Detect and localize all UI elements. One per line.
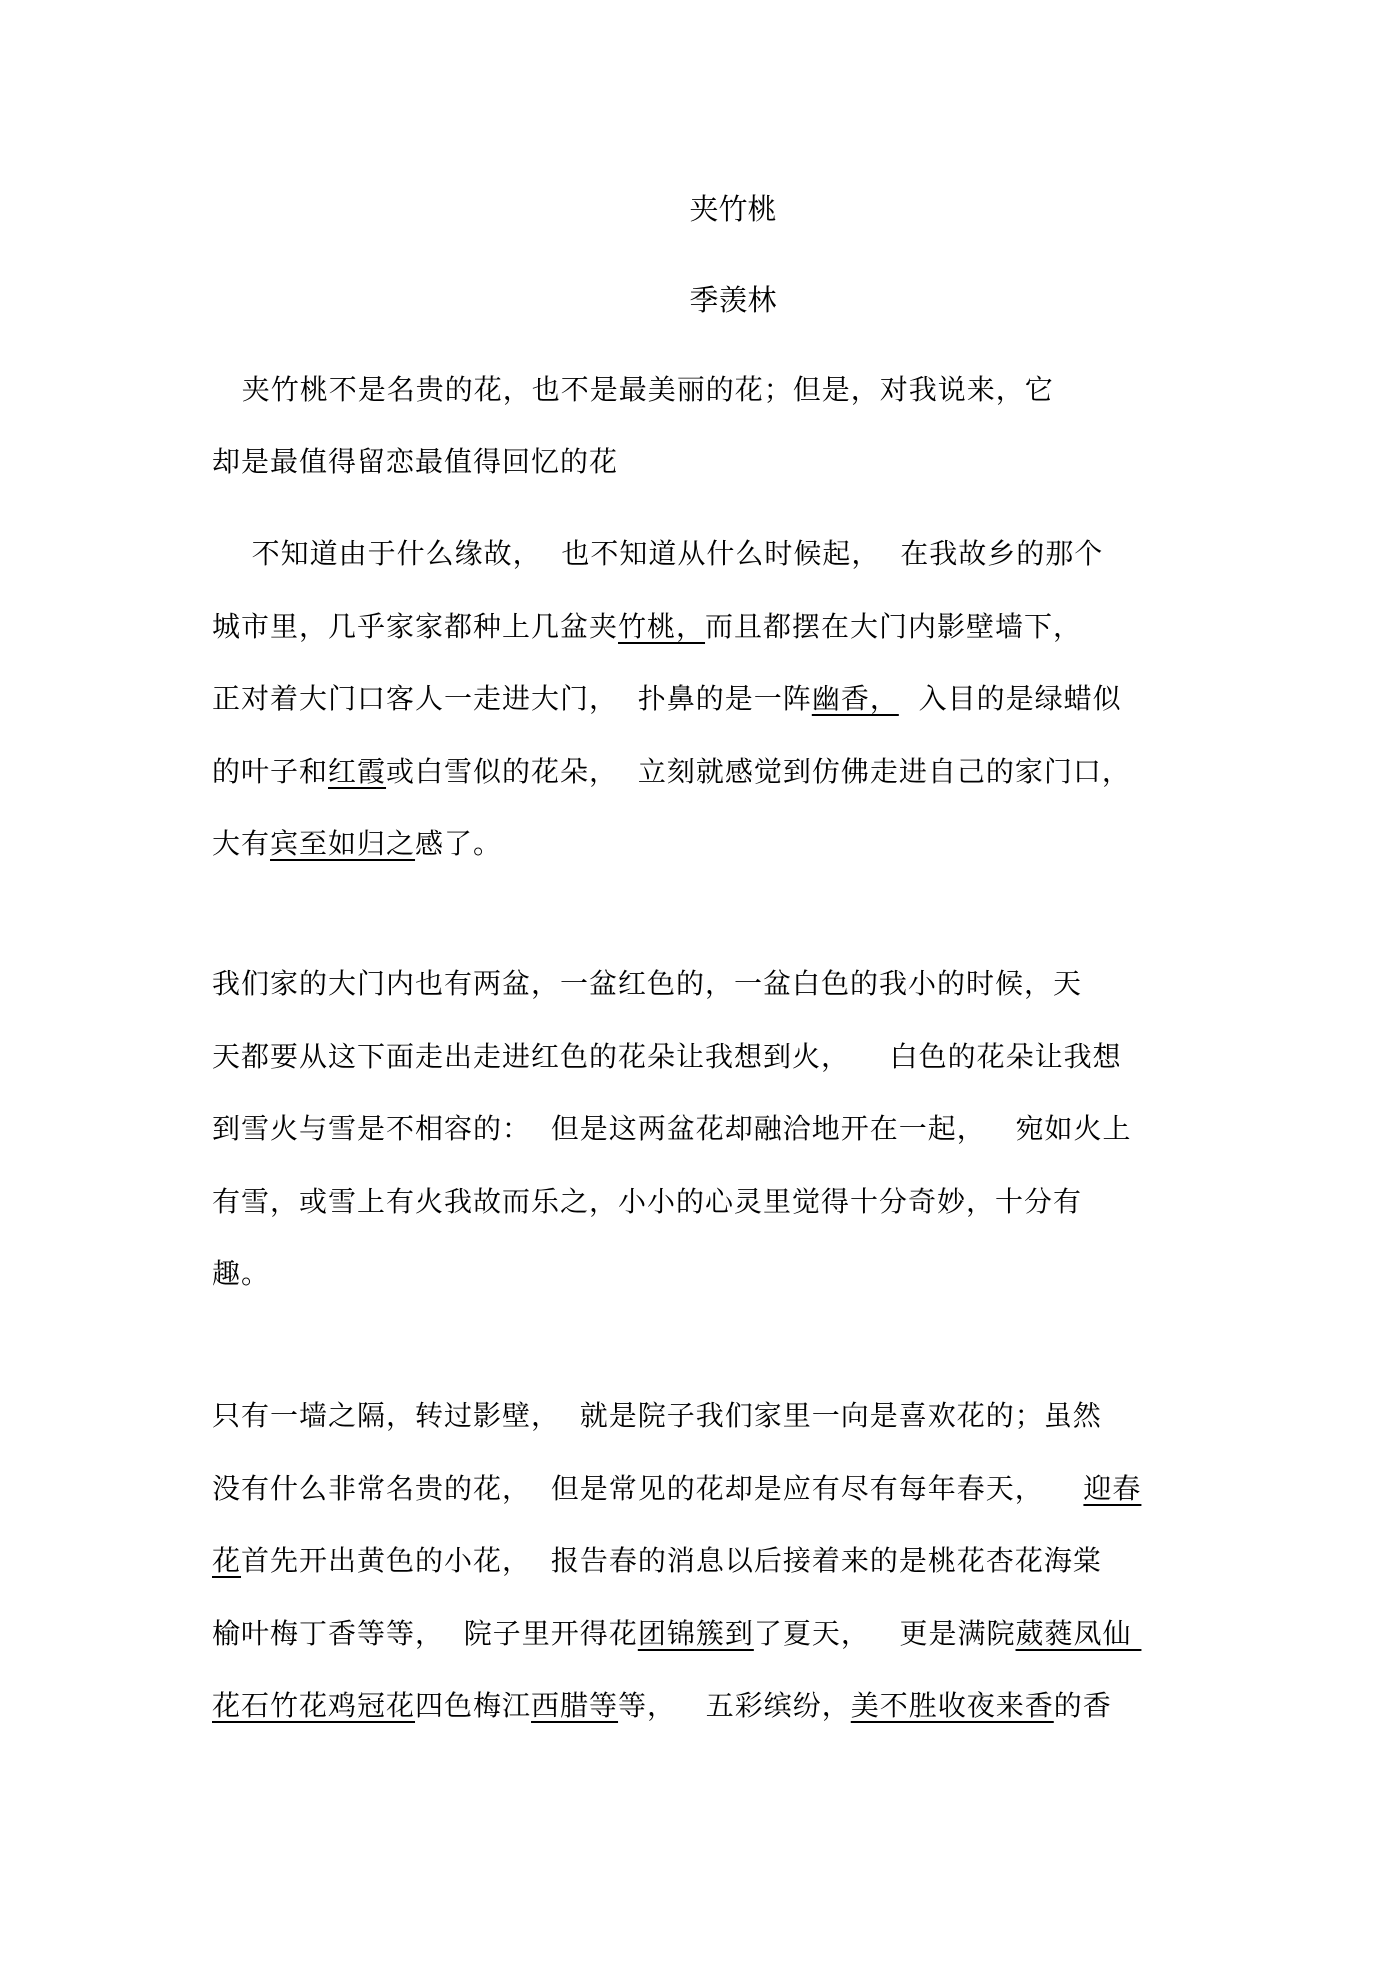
text-segment: 感了。: [415, 827, 503, 860]
text-line: [212, 1616, 1141, 1652]
text-line: [212, 1111, 1132, 1147]
underlined-text: 葳蕤凤仙: [1015, 1617, 1142, 1650]
text-segment: 天都要从这下面走出走进红色的花朵让我想到火， 白色的花朵让我想: [212, 1040, 1122, 1073]
document-title: 夹竹桃: [689, 192, 777, 226]
underlined-text: 红霞: [328, 755, 387, 788]
text-segment: 而且都摆在大门内影壁墙下，: [705, 610, 1083, 643]
text-segment: 榆叶梅丁香等等， 院子里开得花: [212, 1617, 638, 1650]
text-line: [212, 536, 1103, 572]
text-segment: 首先开出黄色的小花， 报告春的消息以后接着来的是桃花杏花海棠: [241, 1544, 1102, 1577]
text-line: [212, 1688, 1112, 1724]
text-segment: 却是最值得留恋最值得回忆的花: [212, 445, 619, 478]
text-line: [212, 754, 1131, 790]
text-line: [212, 1256, 270, 1292]
text-segment: 不知道由于什么缘故， 也不知道从什么时候起， 在我故乡的那个: [212, 537, 1104, 570]
underlined-text: 宾至如归之: [270, 827, 416, 860]
text-line: [212, 444, 618, 480]
text-line: [212, 966, 1082, 1002]
text-segment: 夹竹桃不是名贵的花，也不是最美丽的花；但是，对我说来，它: [212, 373, 1054, 406]
underlined-text: 花石竹花鸡冠花: [212, 1689, 416, 1722]
text-line: [212, 1039, 1122, 1075]
underlined-text: 花: [212, 1544, 242, 1577]
text-line: [212, 1184, 1082, 1220]
text-segment: 四色梅江: [415, 1689, 532, 1722]
document-author: 季羡林: [689, 283, 777, 317]
text-segment: 的香: [1053, 1689, 1112, 1722]
text-line: [212, 826, 502, 862]
text-line: [212, 681, 1122, 717]
underlined-text: 迎春: [1083, 1472, 1142, 1505]
underlined-text: 美不胜收夜来香: [850, 1689, 1054, 1722]
text-line: [212, 609, 1082, 645]
text-line: [212, 1398, 1102, 1434]
text-segment: 入目的是绿蜡似: [898, 682, 1122, 715]
text-segment: 有雪，或雪上有火我故而乐之，小小的心灵里觉得十分奇妙，十分有: [212, 1185, 1083, 1218]
text-segment: 我们家的大门内也有两盆，一盆红色的，一盆白色的我小的时候，天: [212, 967, 1083, 1000]
text-segment: 的叶子和: [212, 755, 329, 788]
text-line: [212, 372, 1054, 408]
text-segment: 没有什么非常名贵的花， 但是常见的花却是应有尽有每年春天，: [212, 1472, 1084, 1505]
text-segment: 或白雪似的花朵， 立刻就感觉到仿佛走进自己的家门口，: [386, 755, 1131, 788]
text-line: [212, 1471, 1141, 1507]
text-segment: 等， 五彩缤纷，: [618, 1689, 851, 1722]
underlined-text: 竹桃，: [618, 610, 706, 643]
text-segment: 到雪火与雪是不相容的： 但是这两盆花却融洽地开在一起， 宛如火上: [212, 1112, 1132, 1145]
text-segment: 大有: [212, 827, 271, 860]
text-segment: 只有一墙之隔，转过影壁， 就是院子我们家里一向是喜欢花的；虽然: [212, 1399, 1102, 1432]
text-segment: 城市里，几乎家家都种上几盆夹: [212, 610, 619, 643]
underlined-text: 西腊等: [531, 1689, 619, 1722]
text-segment: 正对着大门口客人一走进大门， 扑鼻的是一阵: [212, 682, 812, 715]
underlined-text: 幽香，: [811, 682, 899, 715]
text-segment: 了夏天， 更是满院: [753, 1617, 1016, 1650]
text-segment: 趣。: [212, 1257, 271, 1290]
text-line: [212, 1543, 1102, 1579]
underlined-text: 团锦簇到: [637, 1617, 754, 1650]
